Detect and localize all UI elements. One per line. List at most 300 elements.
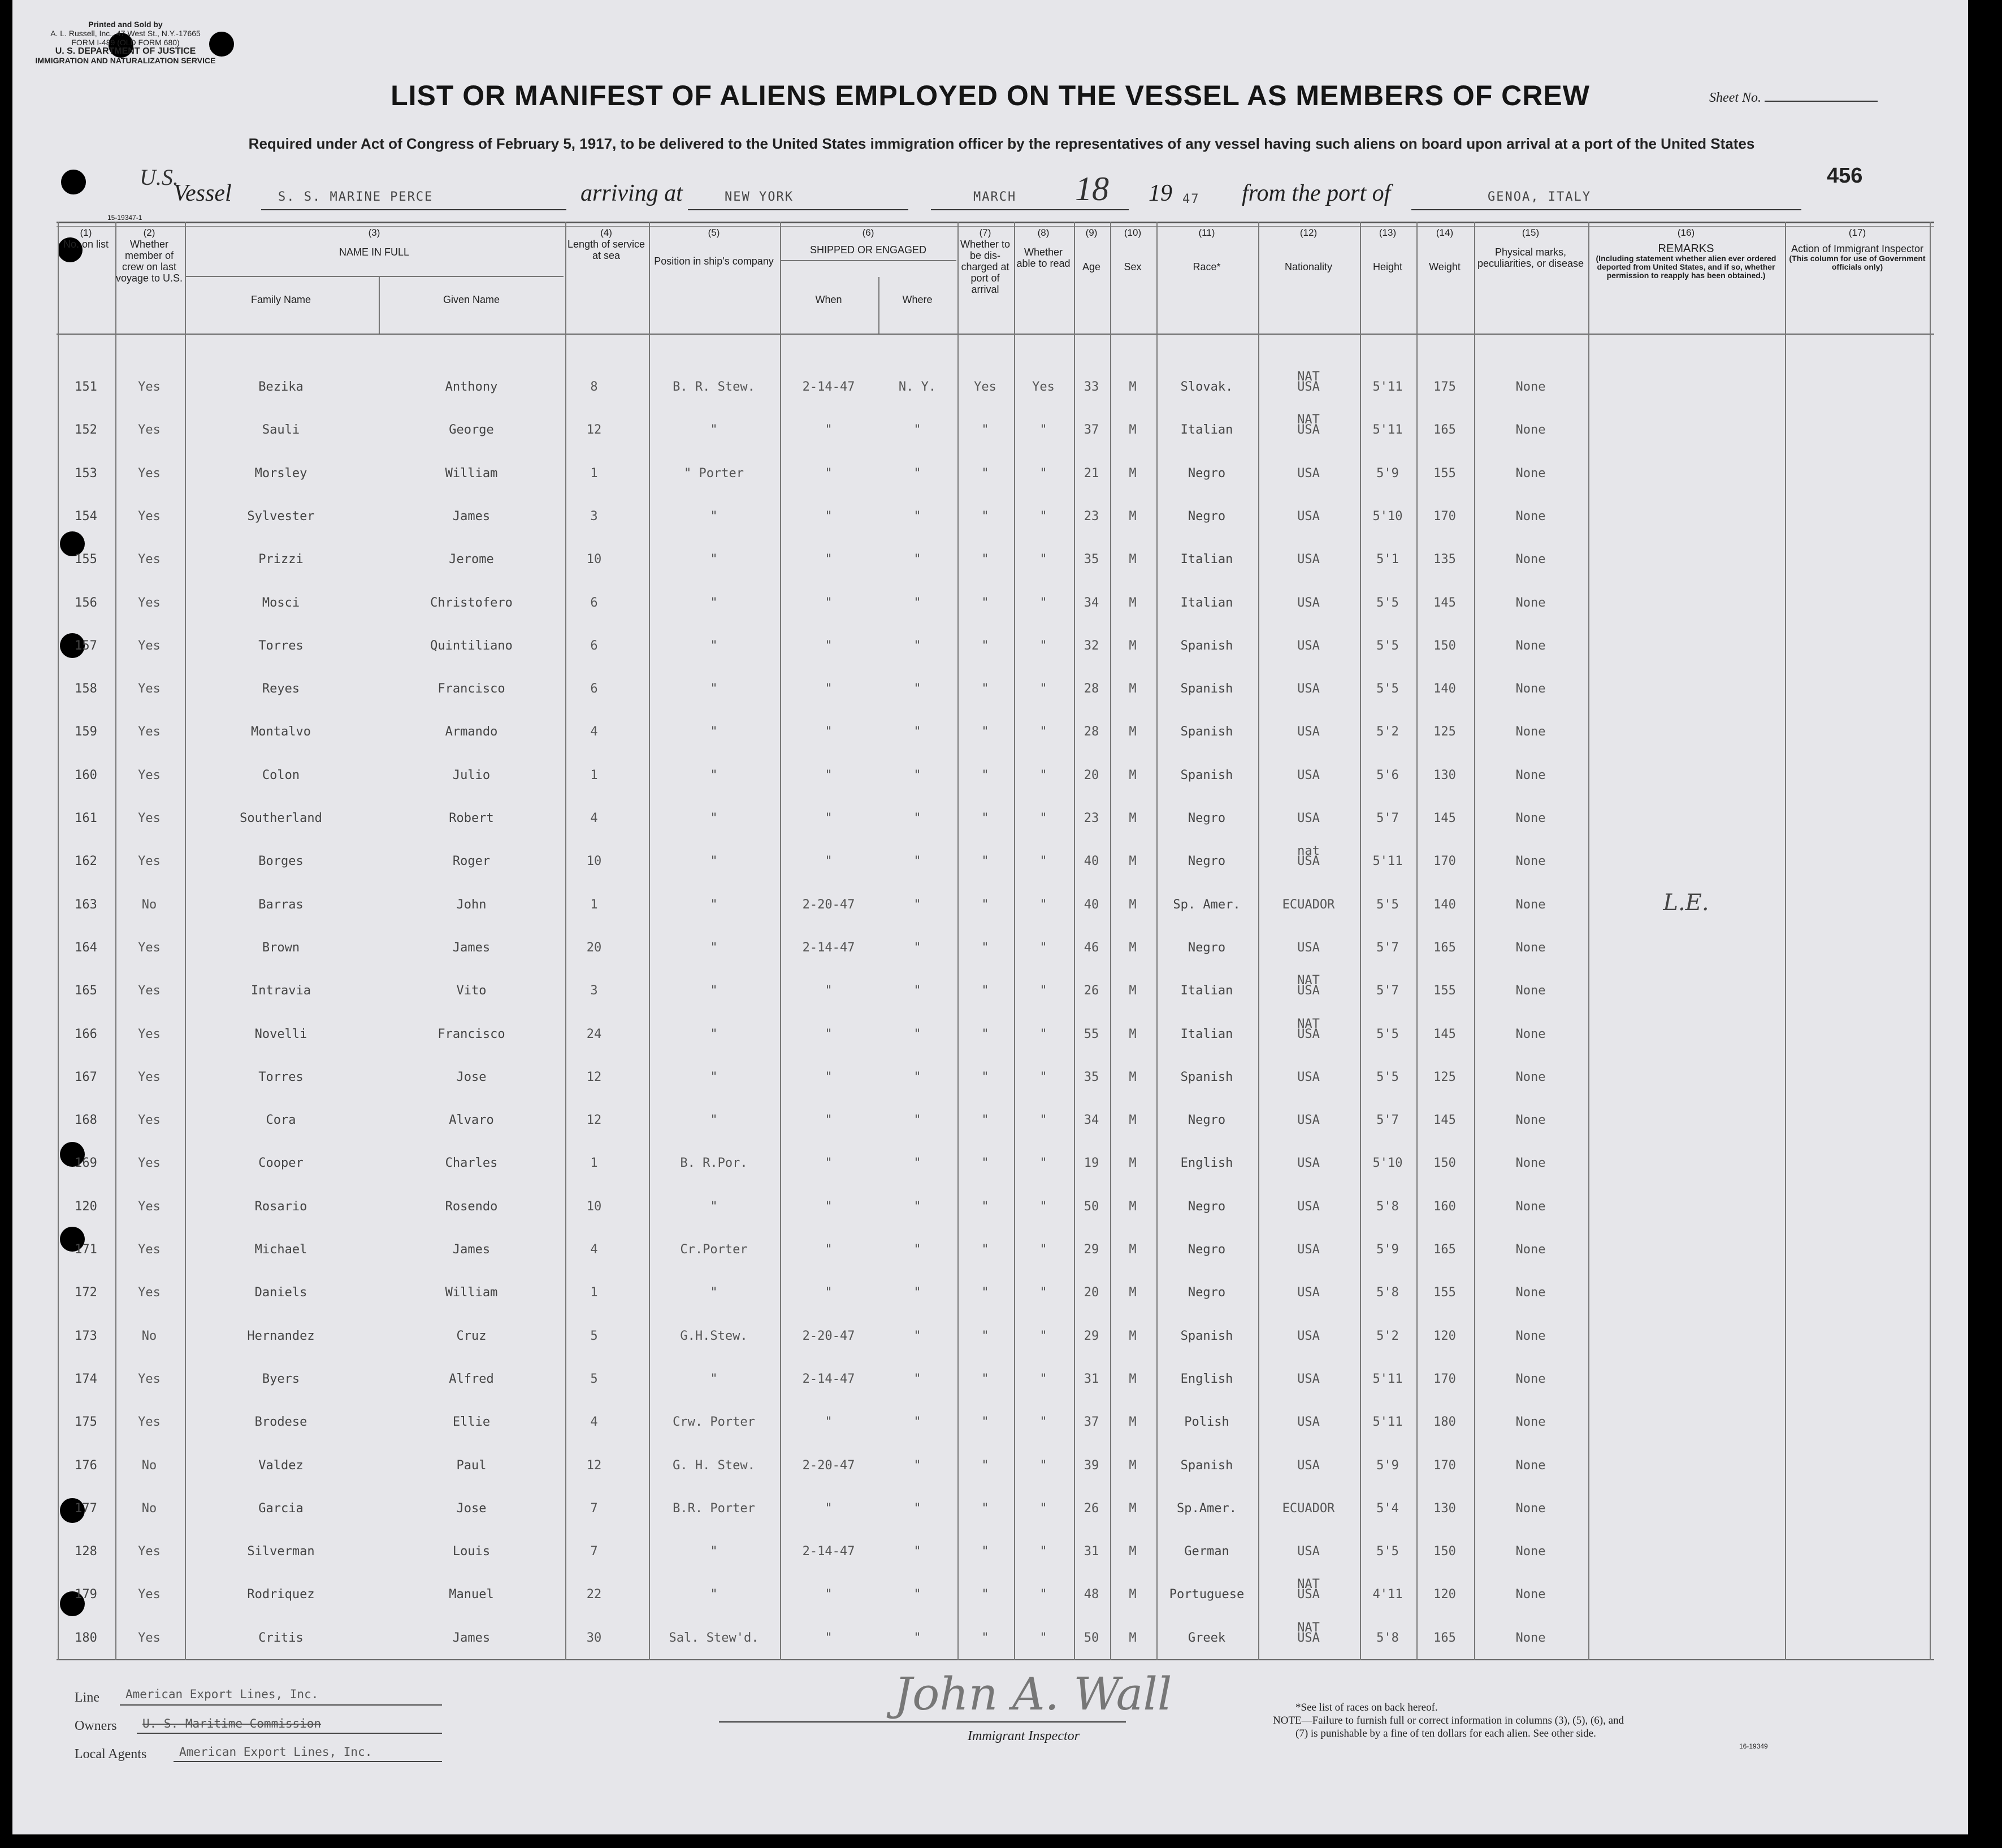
header-col-15: (15) Physical marks, peculiarities, or disease <box>1477 227 1584 269</box>
discharged-cell: " <box>981 1458 989 1473</box>
shipped-where-cell: " <box>913 1286 921 1300</box>
crew-last-voyage-cell: Yes <box>138 854 161 869</box>
nationality-cell: USA <box>1297 1458 1320 1473</box>
weight-cell: 145 <box>1433 1027 1456 1041</box>
position-cell: " <box>710 1587 718 1602</box>
physical-marks-cell: None <box>1515 1415 1546 1430</box>
service-years-cell: 1 <box>590 897 598 912</box>
race-note: *See list of races on back hereof. <box>1295 1702 1438 1713</box>
shipped-when-cell: " <box>825 638 833 653</box>
sex-cell: M <box>1129 682 1137 696</box>
physical-marks-cell: None <box>1515 897 1546 912</box>
row-number-cell: 160 <box>75 768 97 782</box>
penalty-note-continued: (7) is punishable by a fine of ten dollars for each alien. See other side. <box>1295 1728 1596 1739</box>
race-cell: Spanish <box>1180 1458 1233 1473</box>
physical-marks-cell: None <box>1515 682 1546 696</box>
given-name-cell: Anthony <box>445 380 498 394</box>
able-to-read-cell: " <box>1039 1415 1047 1430</box>
position-cell: " <box>710 1199 718 1214</box>
header-col-1: (1) No. on list <box>63 227 109 250</box>
nationality-cell: USA <box>1297 940 1320 955</box>
family-name-cell: Colon <box>262 768 300 782</box>
sex-cell: M <box>1129 768 1137 782</box>
service-years-cell: 10 <box>586 1199 602 1214</box>
position-cell: " <box>710 768 718 782</box>
given-name-cell: Julio <box>452 768 491 782</box>
header-col-14: (14) Weight <box>1429 227 1461 272</box>
able-to-read-cell: " <box>1039 466 1047 481</box>
sex-cell: M <box>1129 1243 1137 1257</box>
discharged-cell: " <box>981 1328 989 1343</box>
race-cell: Spanish <box>1180 725 1233 739</box>
shipped-where-cell: " <box>913 1027 921 1041</box>
age-cell: 37 <box>1084 423 1099 438</box>
service-years-cell: 20 <box>586 940 602 955</box>
crew-last-voyage-cell: No <box>141 1328 157 1343</box>
height-cell: 5'5 <box>1376 1070 1399 1084</box>
sex-cell: M <box>1129 811 1137 825</box>
inspector-signature: John A. Wall <box>894 1668 1172 1720</box>
position-cell: B.R. Porter <box>673 1501 755 1516</box>
age-cell: 50 <box>1084 1630 1099 1645</box>
given-name-cell: Jose <box>456 1501 487 1516</box>
shipped-where-cell: " <box>913 1113 921 1128</box>
weight-cell: 155 <box>1433 984 1456 998</box>
crew-last-voyage-cell: Yes <box>138 638 161 653</box>
discharged-cell: " <box>981 466 989 481</box>
height-cell: 5'11 <box>1372 1415 1403 1430</box>
sex-cell: M <box>1129 897 1137 912</box>
race-cell: Italian <box>1180 423 1233 438</box>
able-to-read-cell: " <box>1039 682 1047 696</box>
given-name-cell: Francisco <box>437 682 505 696</box>
sex-cell: M <box>1129 1630 1137 1645</box>
nationality-cell: USA <box>1297 638 1320 653</box>
age-cell: 20 <box>1084 768 1099 782</box>
weight-cell: 120 <box>1433 1587 1456 1602</box>
from-port-label: from the port of <box>1242 180 1391 206</box>
race-cell: Negro <box>1188 940 1226 955</box>
shipped-when-cell: " <box>825 1113 833 1128</box>
page-number: 456 <box>1827 164 1863 188</box>
crew-last-voyage-cell: No <box>141 1501 157 1516</box>
discharged-cell: " <box>981 423 989 438</box>
given-name-cell: James <box>452 509 491 523</box>
position-cell: " <box>710 984 718 998</box>
header-col-7: (7) Whether to be dis-charged at port of arrival <box>960 227 1011 295</box>
shipped-when-cell: " <box>825 466 833 481</box>
discharged-cell: " <box>981 682 989 696</box>
physical-marks-cell: None <box>1515 1630 1546 1645</box>
family-name-cell: Montalvo <box>251 725 311 739</box>
header-col-8: (8) Whether able to read <box>1016 227 1071 269</box>
nationality-cell: USA <box>1297 1371 1320 1386</box>
discharged-cell: " <box>981 725 989 739</box>
sex-cell: M <box>1129 1199 1137 1214</box>
weight-cell: 145 <box>1433 1113 1456 1128</box>
sex-cell: M <box>1129 1415 1137 1430</box>
height-cell: 5'10 <box>1372 509 1403 523</box>
crew-last-voyage-cell: Yes <box>138 380 161 394</box>
service-years-cell: 4 <box>590 725 598 739</box>
age-cell: 23 <box>1084 509 1099 523</box>
sex-cell: M <box>1129 725 1137 739</box>
age-cell: 35 <box>1084 1070 1099 1084</box>
able-to-read-cell: " <box>1039 1371 1047 1386</box>
race-cell: Polish <box>1184 1415 1229 1430</box>
form-code: 15-19347-1 <box>107 214 142 222</box>
weight-cell: 150 <box>1433 1156 1456 1171</box>
row-number-cell: 162 <box>75 854 97 869</box>
header-col-2: (2) Whether member of crew on last voyage to U.S. <box>115 227 183 284</box>
position-cell: " <box>710 940 718 955</box>
family-name-cell: Cora <box>266 1113 296 1128</box>
crew-last-voyage-cell: Yes <box>138 595 161 610</box>
height-cell: 5'8 <box>1376 1199 1399 1214</box>
header-col-13: (13) Height <box>1372 227 1403 272</box>
race-cell: Negro <box>1188 466 1226 481</box>
nationality-cell: USA <box>1297 552 1320 567</box>
discharged-cell: " <box>981 984 989 998</box>
discharged-cell: " <box>981 1501 989 1516</box>
able-to-read-cell: " <box>1039 1070 1047 1084</box>
race-cell: Spanish <box>1180 1070 1233 1084</box>
publisher-line: IMMIGRATION AND NATURALIZATION SERVICE <box>35 56 216 65</box>
physical-marks-cell: None <box>1515 1199 1546 1214</box>
given-name-cell: Rosendo <box>445 1199 498 1214</box>
given-name-cell: Ellie <box>452 1415 491 1430</box>
shipped-when-cell: " <box>825 811 833 825</box>
row-number-cell: 172 <box>75 1286 97 1300</box>
year-suffix: 47 <box>1182 192 1200 206</box>
family-name-cell: Sauli <box>262 423 300 438</box>
crew-last-voyage-cell: Yes <box>138 1113 161 1128</box>
weight-cell: 155 <box>1433 466 1456 481</box>
physical-marks-cell: None <box>1515 984 1546 998</box>
given-name-cell: George <box>449 423 494 438</box>
weight-cell: 145 <box>1433 595 1456 610</box>
service-years-cell: 3 <box>590 984 598 998</box>
owners-value: U. S. Maritime Commission <box>142 1717 322 1730</box>
weight-cell: 165 <box>1433 1243 1456 1257</box>
able-to-read-cell: " <box>1039 768 1047 782</box>
shipped-when-cell: " <box>825 725 833 739</box>
shipped-when-cell: " <box>825 595 833 610</box>
vessel-annotation: U.S. <box>140 165 179 190</box>
discharged-cell: " <box>981 1587 989 1602</box>
line-value: American Export Lines, Inc. <box>125 1687 319 1701</box>
position-cell: Cr.Porter <box>680 1243 748 1257</box>
shipped-where-cell: " <box>913 897 921 912</box>
service-years-cell: 24 <box>586 1027 602 1041</box>
weight-cell: 140 <box>1433 897 1456 912</box>
shipped-where-cell: " <box>913 1371 921 1386</box>
able-to-read-cell: " <box>1039 1587 1047 1602</box>
shipped-where-cell: " <box>913 984 921 998</box>
family-name-cell: Prizzi <box>258 552 304 567</box>
family-name-cell: Hernandez <box>247 1328 315 1343</box>
age-cell: 37 <box>1084 1415 1099 1430</box>
physical-marks-cell: None <box>1515 1544 1546 1559</box>
service-years-cell: 10 <box>586 552 602 567</box>
height-cell: 5'7 <box>1376 811 1399 825</box>
shipped-where-cell: " <box>913 1243 921 1257</box>
height-cell: 5'11 <box>1372 423 1403 438</box>
service-years-cell: 12 <box>586 1113 602 1128</box>
race-cell: Negro <box>1188 1243 1226 1257</box>
age-cell: 26 <box>1084 984 1099 998</box>
row-number-cell: 163 <box>75 897 97 912</box>
shipped-where-cell: " <box>913 811 921 825</box>
crew-last-voyage-cell: Yes <box>138 509 161 523</box>
family-name-cell: Valdez <box>258 1458 304 1473</box>
shipped-where-cell: " <box>913 1544 921 1559</box>
race-cell: Greek <box>1188 1630 1226 1645</box>
discharged-cell: " <box>981 768 989 782</box>
service-years-cell: 5 <box>590 1371 598 1386</box>
from-port: GENOA, ITALY <box>1488 190 1591 204</box>
year-prefix: 19 <box>1149 180 1172 206</box>
age-cell: 55 <box>1084 1027 1099 1041</box>
weight-cell: 125 <box>1433 1070 1456 1084</box>
row-number-cell: 155 <box>75 552 97 567</box>
height-cell: 5'7 <box>1376 1113 1399 1128</box>
header-given-name: Given Name <box>443 294 500 305</box>
footer-form-code: 16-19349 <box>1739 1742 1768 1750</box>
crew-last-voyage-cell: Yes <box>138 1199 161 1214</box>
service-years-cell: 6 <box>590 638 598 653</box>
nationality-cell: USA <box>1297 1199 1320 1214</box>
given-name-cell: Manuel <box>449 1587 494 1602</box>
header-where: Where <box>902 294 933 305</box>
height-cell: 5'11 <box>1372 1371 1403 1386</box>
position-cell: Sal. Stew'd. <box>669 1630 759 1645</box>
sex-cell: M <box>1129 552 1137 567</box>
row-number-cell: 159 <box>75 725 97 739</box>
discharged-cell: " <box>981 552 989 567</box>
sex-cell: M <box>1129 1070 1137 1084</box>
inspector-label: Immigrant Inspector <box>968 1729 1080 1743</box>
crew-last-voyage-cell: Yes <box>138 1544 161 1559</box>
race-cell: German <box>1184 1544 1229 1559</box>
header-col-4: (4) Length of service at sea <box>567 227 645 261</box>
discharged-cell: " <box>981 811 989 825</box>
service-years-cell: 5 <box>590 1328 598 1343</box>
shipped-where-cell: " <box>913 1328 921 1343</box>
shipped-where-cell: " <box>913 1630 921 1645</box>
shipped-where-cell: " <box>913 552 921 567</box>
weight-cell: 170 <box>1433 1458 1456 1473</box>
sex-cell: M <box>1129 380 1137 394</box>
shipped-where-cell: " <box>913 682 921 696</box>
service-years-cell: 6 <box>590 682 598 696</box>
physical-marks-cell: None <box>1515 940 1546 955</box>
header-when: When <box>815 294 842 305</box>
able-to-read-cell: " <box>1039 1458 1047 1473</box>
nationality-cell: USA <box>1297 682 1320 696</box>
race-cell: Spanish <box>1180 768 1233 782</box>
nationality-cell: NAT USA <box>1297 370 1320 394</box>
shipped-where-cell: " <box>913 466 921 481</box>
weight-cell: 165 <box>1433 940 1456 955</box>
shipped-where-cell: " <box>913 509 921 523</box>
vessel-name: S. S. MARINE PERCE <box>278 190 434 204</box>
shipped-where-cell: " <box>913 940 921 955</box>
crew-last-voyage-cell: Yes <box>138 1630 161 1645</box>
agents-value: American Export Lines, Inc. <box>179 1745 372 1759</box>
shipped-when-cell: " <box>825 1286 833 1300</box>
family-name-cell: Brodese <box>254 1415 307 1430</box>
position-cell: " <box>710 1113 718 1128</box>
age-cell: 50 <box>1084 1199 1099 1214</box>
shipped-where-cell: " <box>913 1458 921 1473</box>
given-name-cell: Vito <box>456 984 487 998</box>
publisher-line: A. L. Russell, Inc., 47 West St., N.Y.-17665 <box>50 29 201 38</box>
age-cell: 26 <box>1084 1501 1099 1516</box>
weight-cell: 145 <box>1433 811 1456 825</box>
family-name-cell: Torres <box>258 638 304 653</box>
shipped-where-cell: " <box>913 1501 921 1516</box>
shipped-where-cell: " <box>913 768 921 782</box>
weight-cell: 170 <box>1433 509 1456 523</box>
shipped-where-cell: " <box>913 638 921 653</box>
service-years-cell: 4 <box>590 1243 598 1257</box>
family-name-cell: Michael <box>254 1243 307 1257</box>
position-cell: " <box>710 725 718 739</box>
position-cell: G.H.Stew. <box>680 1328 748 1343</box>
service-years-cell: 12 <box>586 1070 602 1084</box>
arriving-label: arriving at <box>580 180 683 206</box>
able-to-read-cell: " <box>1039 1156 1047 1171</box>
row-number-cell: 173 <box>75 1328 97 1343</box>
sex-cell: M <box>1129 984 1137 998</box>
race-cell: Spanish <box>1180 1328 1233 1343</box>
height-cell: 5'9 <box>1376 466 1399 481</box>
family-name-cell: Rosario <box>254 1199 307 1214</box>
age-cell: 39 <box>1084 1458 1099 1473</box>
nationality-cell: USA <box>1297 1156 1320 1171</box>
age-cell: 29 <box>1084 1328 1099 1343</box>
header-col-16: (16) REMARKS (Including statement whether alien ever ordered deported from United States, and if so, whether permission to reapply has been obtained.) <box>1596 227 1776 280</box>
able-to-read-cell: " <box>1039 1630 1047 1645</box>
sex-cell: M <box>1129 1501 1137 1516</box>
height-cell: 5'5 <box>1376 1544 1399 1559</box>
header-col-5: (5) Position in ship's company <box>654 227 774 267</box>
race-cell: Sp. Amer. <box>1173 897 1241 912</box>
row-number-cell: 169 <box>75 1156 97 1171</box>
crew-last-voyage-cell: Yes <box>138 552 161 567</box>
shipped-where-cell: " <box>913 725 921 739</box>
shipped-where-cell: " <box>913 854 921 869</box>
discharged-cell: " <box>981 1544 989 1559</box>
shipped-when-cell: " <box>825 984 833 998</box>
discharged-cell: " <box>981 638 989 653</box>
able-to-read-cell: " <box>1039 509 1047 523</box>
able-to-read-cell: " <box>1039 984 1047 998</box>
sheet-label: Sheet No. <box>1709 90 1761 105</box>
family-name-cell: Silverman <box>247 1544 315 1559</box>
service-years-cell: 22 <box>586 1587 602 1602</box>
sex-cell: M <box>1129 423 1137 438</box>
sex-cell: M <box>1129 1544 1137 1559</box>
crew-last-voyage-cell: Yes <box>138 1027 161 1041</box>
nationality-cell: USA <box>1297 1544 1320 1559</box>
crew-last-voyage-cell: Yes <box>138 768 161 782</box>
position-cell: G. H. Stew. <box>673 1458 755 1473</box>
crew-last-voyage-cell: Yes <box>138 1415 161 1430</box>
given-name-cell: Christofero <box>430 595 513 610</box>
nationality-cell: USA <box>1297 768 1320 782</box>
crew-last-voyage-cell: Yes <box>138 423 161 438</box>
height-cell: 5'5 <box>1376 595 1399 610</box>
shipped-when-cell: " <box>825 552 833 567</box>
family-name-cell: Novelli <box>254 1027 307 1041</box>
nationality-cell: USA <box>1297 725 1320 739</box>
page-subtitle: Required under Act of Congress of February 5, 1917, to be delivered to the United States immigration officer by the representatives of any vessel having such aliens on board upon arrival at a port of the United States <box>248 135 1755 152</box>
weight-cell: 165 <box>1433 1630 1456 1645</box>
discharged-cell: " <box>981 1027 989 1041</box>
race-cell: Italian <box>1180 552 1233 567</box>
able-to-read-cell: " <box>1039 1544 1047 1559</box>
sex-cell: M <box>1129 1587 1137 1602</box>
race-cell: Negro <box>1188 1199 1226 1214</box>
weight-cell: 130 <box>1433 1501 1456 1516</box>
height-cell: 5'8 <box>1376 1286 1399 1300</box>
discharged-cell: " <box>981 1371 989 1386</box>
crew-last-voyage-cell: Yes <box>138 725 161 739</box>
able-to-read-cell: " <box>1039 811 1047 825</box>
given-name-cell: William <box>445 1286 498 1300</box>
publisher-line: U. S. DEPARTMENT OF JUSTICE <box>55 46 196 56</box>
physical-marks-cell: None <box>1515 1070 1546 1084</box>
race-cell: Portuguese <box>1169 1587 1245 1602</box>
weight-cell: 165 <box>1433 423 1456 438</box>
manifest-sheet <box>12 0 1968 1834</box>
header-col-10: (10) Sex <box>1124 227 1142 272</box>
age-cell: 34 <box>1084 1113 1099 1128</box>
race-cell: English <box>1180 1156 1233 1171</box>
physical-marks-cell: None <box>1515 1113 1546 1128</box>
weight-cell: 125 <box>1433 725 1456 739</box>
service-years-cell: 1 <box>590 1156 598 1171</box>
sex-cell: M <box>1129 1371 1137 1386</box>
publisher-line: FORM I-489 (OLD FORM 680) <box>71 38 180 47</box>
shipped-where-cell: " <box>913 595 921 610</box>
position-cell: " <box>710 1544 718 1559</box>
position-cell: " <box>710 509 718 523</box>
publisher-line: Printed and Sold by <box>88 20 163 29</box>
physical-marks-cell: None <box>1515 1458 1546 1473</box>
able-to-read-cell: " <box>1039 552 1047 567</box>
nationality-cell: nat USA <box>1297 844 1320 869</box>
physical-marks-cell: None <box>1515 552 1546 567</box>
physical-marks-cell: None <box>1515 1371 1546 1386</box>
race-cell: Negro <box>1188 1113 1226 1128</box>
height-cell: 5'4 <box>1376 1501 1399 1516</box>
nationality-cell: USA <box>1297 509 1320 523</box>
shipped-when-cell: 2-14-47 <box>802 1544 855 1559</box>
shipped-when-cell: " <box>825 1501 833 1516</box>
nationality-cell: ECUADOR <box>1282 897 1335 912</box>
shipped-where-cell: " <box>913 1199 921 1214</box>
position-cell: " <box>710 638 718 653</box>
header-col-6: (6) SHIPPED OR ENGAGED <box>809 227 927 256</box>
age-cell: 20 <box>1084 1286 1099 1300</box>
line-label: Line <box>75 1690 99 1705</box>
sex-cell: M <box>1129 854 1137 869</box>
position-cell: " <box>710 423 718 438</box>
shipped-when-cell: " <box>825 1415 833 1430</box>
